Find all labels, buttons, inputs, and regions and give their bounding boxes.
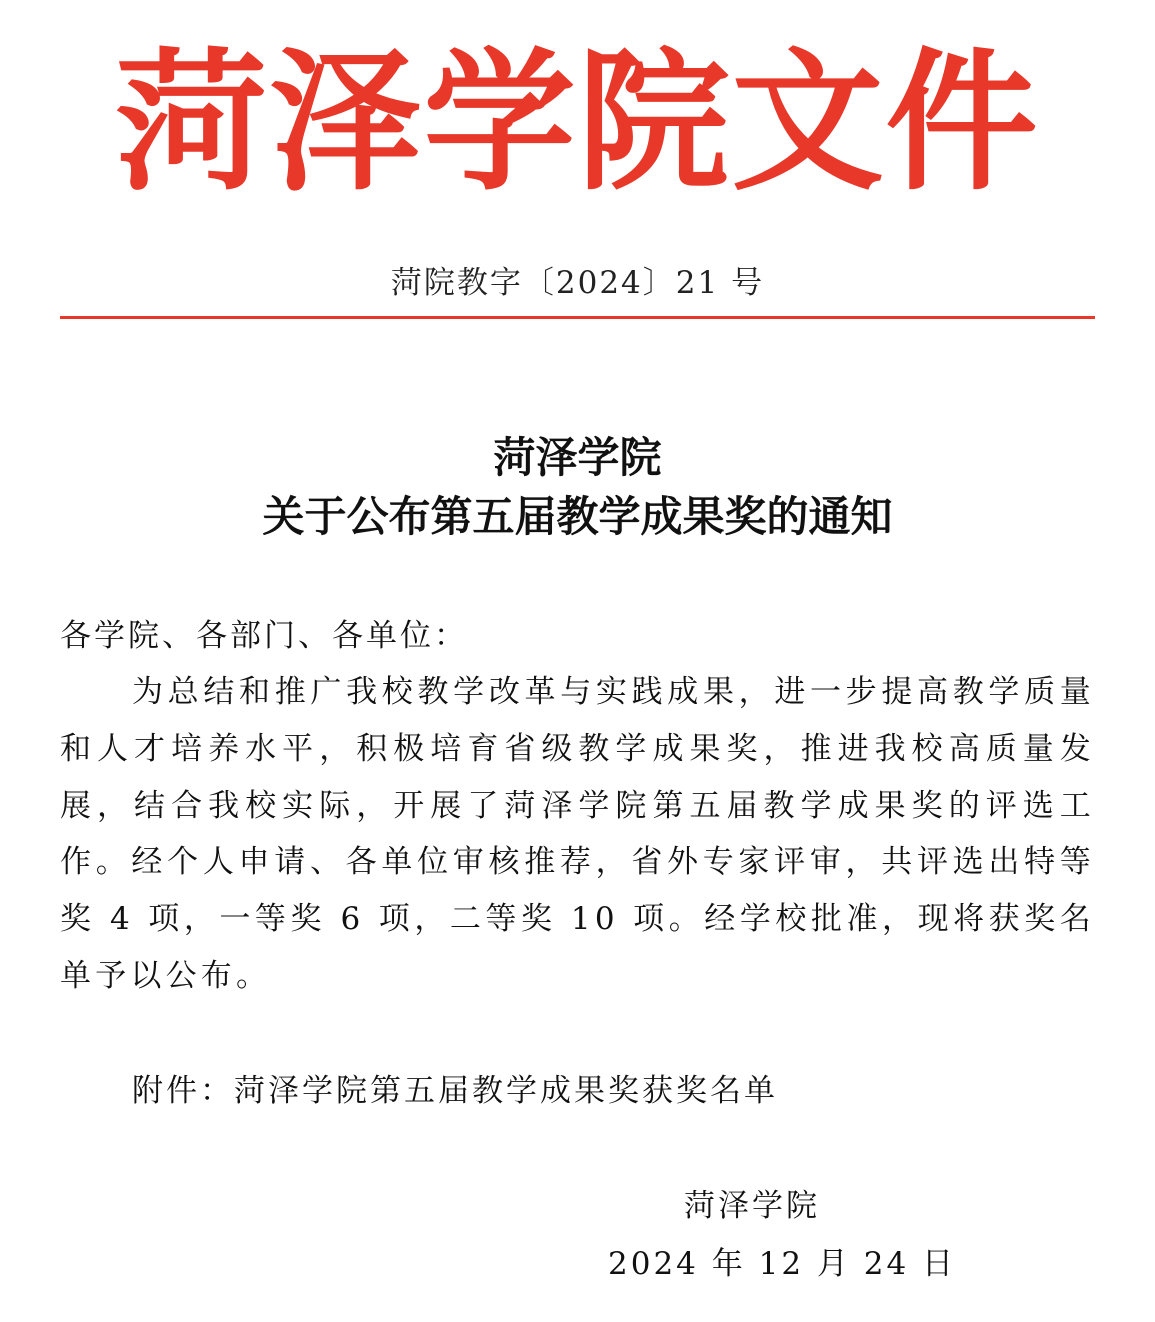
document-number: 菏院教字〔2024〕21 号 [390, 265, 765, 301]
title-issuer: 菏泽学院 [493, 433, 662, 482]
body-paragraph: 为总结和推广我校教学改革与实践成果，进一步提高教学质量和人才培养水平，积极培育省级教学成果奖，推进我校高质量发展，结合我校实际，开展了菏泽学院第五届教学成果奖的评选工作。经个人申请、各单位审核推荐，省外专家评审，共评选出特等奖 4 项，一等奖 6 项，二等奖 10 项。经学校批准，现将获奖名单予以公布。 [60, 674, 1095, 994]
document-masthead: 菏泽学院文件 [115, 32, 1040, 211]
attachment-line: 附件：菏泽学院第五届教学成果奖获奖名单 [132, 1073, 778, 1109]
title-subject: 关于公布第五届教学成果奖的通知 [262, 492, 893, 541]
signer: 菏泽学院 [684, 1188, 820, 1224]
salutation: 各学院、各部门、各单位： [60, 618, 468, 654]
header-divider [60, 316, 1095, 319]
issue-date: 2024 年 12 月 24 日 [608, 1246, 957, 1282]
